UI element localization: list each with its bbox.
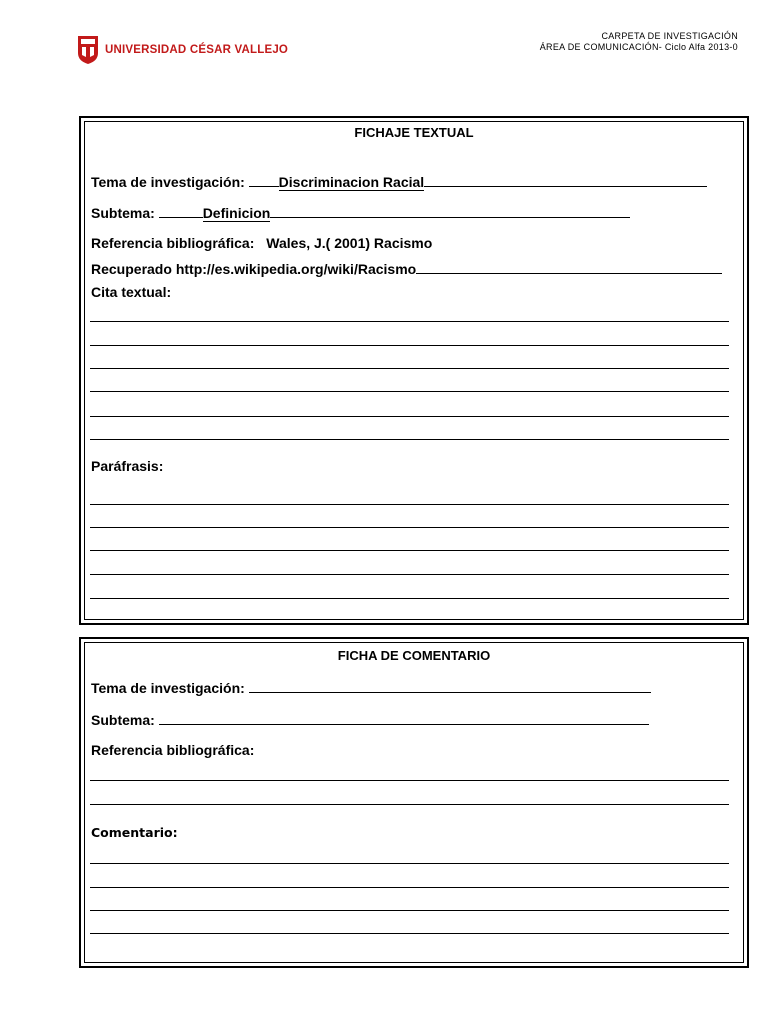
referencia-value[interactable]: Wales, J.( 2001) Racismo	[266, 235, 433, 251]
referencia-label: Referencia bibliográfica:	[91, 742, 255, 758]
tema-value[interactable]: Discriminacion Racial	[278, 174, 425, 190]
parafrasis-label: Paráfrasis:	[91, 458, 164, 474]
subtema-label: Subtema:	[91, 712, 155, 728]
header-info	[540, 31, 738, 53]
subtema-label: Subtema:	[91, 205, 155, 221]
comentario-line[interactable]	[90, 910, 729, 911]
comentario-line[interactable]	[90, 887, 729, 888]
parafrasis-line[interactable]	[90, 504, 729, 505]
parafrasis-line[interactable]	[90, 598, 729, 599]
recuperado-label: Recuperado	[91, 261, 172, 277]
referencia-field	[91, 235, 432, 251]
card-inner-border	[84, 121, 744, 620]
fichaje-textual-card	[79, 116, 749, 625]
subtema-blank[interactable]	[159, 204, 203, 218]
card-title: FICHA DE COMENTARIO	[337, 648, 491, 663]
header-line-2: ÁREA DE COMUNICACIÓN- Ciclo Alfa 2013-0	[539, 42, 738, 52]
recuperado-url[interactable]: http://es.wikipedia.org/wiki/Racismo	[175, 261, 417, 277]
referencia-line[interactable]	[90, 780, 729, 781]
subtema-field	[91, 711, 649, 728]
subtema-blank-end[interactable]	[270, 204, 630, 218]
cita-line[interactable]	[90, 345, 729, 346]
page-header	[0, 0, 768, 80]
tema-label: Tema de investigación:	[91, 680, 245, 696]
university-logo	[77, 35, 288, 65]
tema-label: Tema de investigación:	[91, 174, 245, 190]
parafrasis-line[interactable]	[90, 527, 729, 528]
logo-text: UNIVERSIDAD CÉSAR VALLEJO	[105, 44, 289, 56]
referencia-label: Referencia bibliográfica:	[91, 235, 255, 251]
cita-line[interactable]	[90, 391, 729, 392]
parafrasis-line[interactable]	[90, 550, 729, 551]
card-title: FICHAJE TEXTUAL	[354, 125, 474, 140]
recuperado-field	[91, 260, 722, 277]
cita-line[interactable]	[90, 321, 729, 322]
subtema-value[interactable]: Definicion	[202, 205, 271, 221]
recuperado-blank[interactable]	[416, 260, 722, 274]
header-line-1: CARPETA DE INVESTIGACIÓN	[601, 31, 738, 41]
subtema-field	[91, 204, 630, 221]
cita-line[interactable]	[90, 439, 729, 440]
ficha-comentario-card	[79, 637, 749, 968]
tema-blank-end[interactable]	[424, 173, 707, 187]
tema-blank[interactable]	[249, 679, 651, 693]
cita-label: Cita textual:	[91, 284, 172, 300]
comentario-label: Comentario:	[91, 825, 178, 840]
comentario-line[interactable]	[90, 863, 729, 864]
parafrasis-line[interactable]	[90, 574, 729, 575]
ucv-shield-icon	[77, 35, 99, 65]
tema-field	[91, 679, 651, 696]
tema-field	[91, 173, 707, 190]
referencia-line[interactable]	[90, 804, 729, 805]
comentario-line[interactable]	[90, 933, 729, 934]
cita-line[interactable]	[90, 368, 729, 369]
cita-line[interactable]	[90, 416, 729, 417]
tema-blank[interactable]	[249, 173, 279, 187]
subtema-blank[interactable]	[159, 711, 649, 725]
